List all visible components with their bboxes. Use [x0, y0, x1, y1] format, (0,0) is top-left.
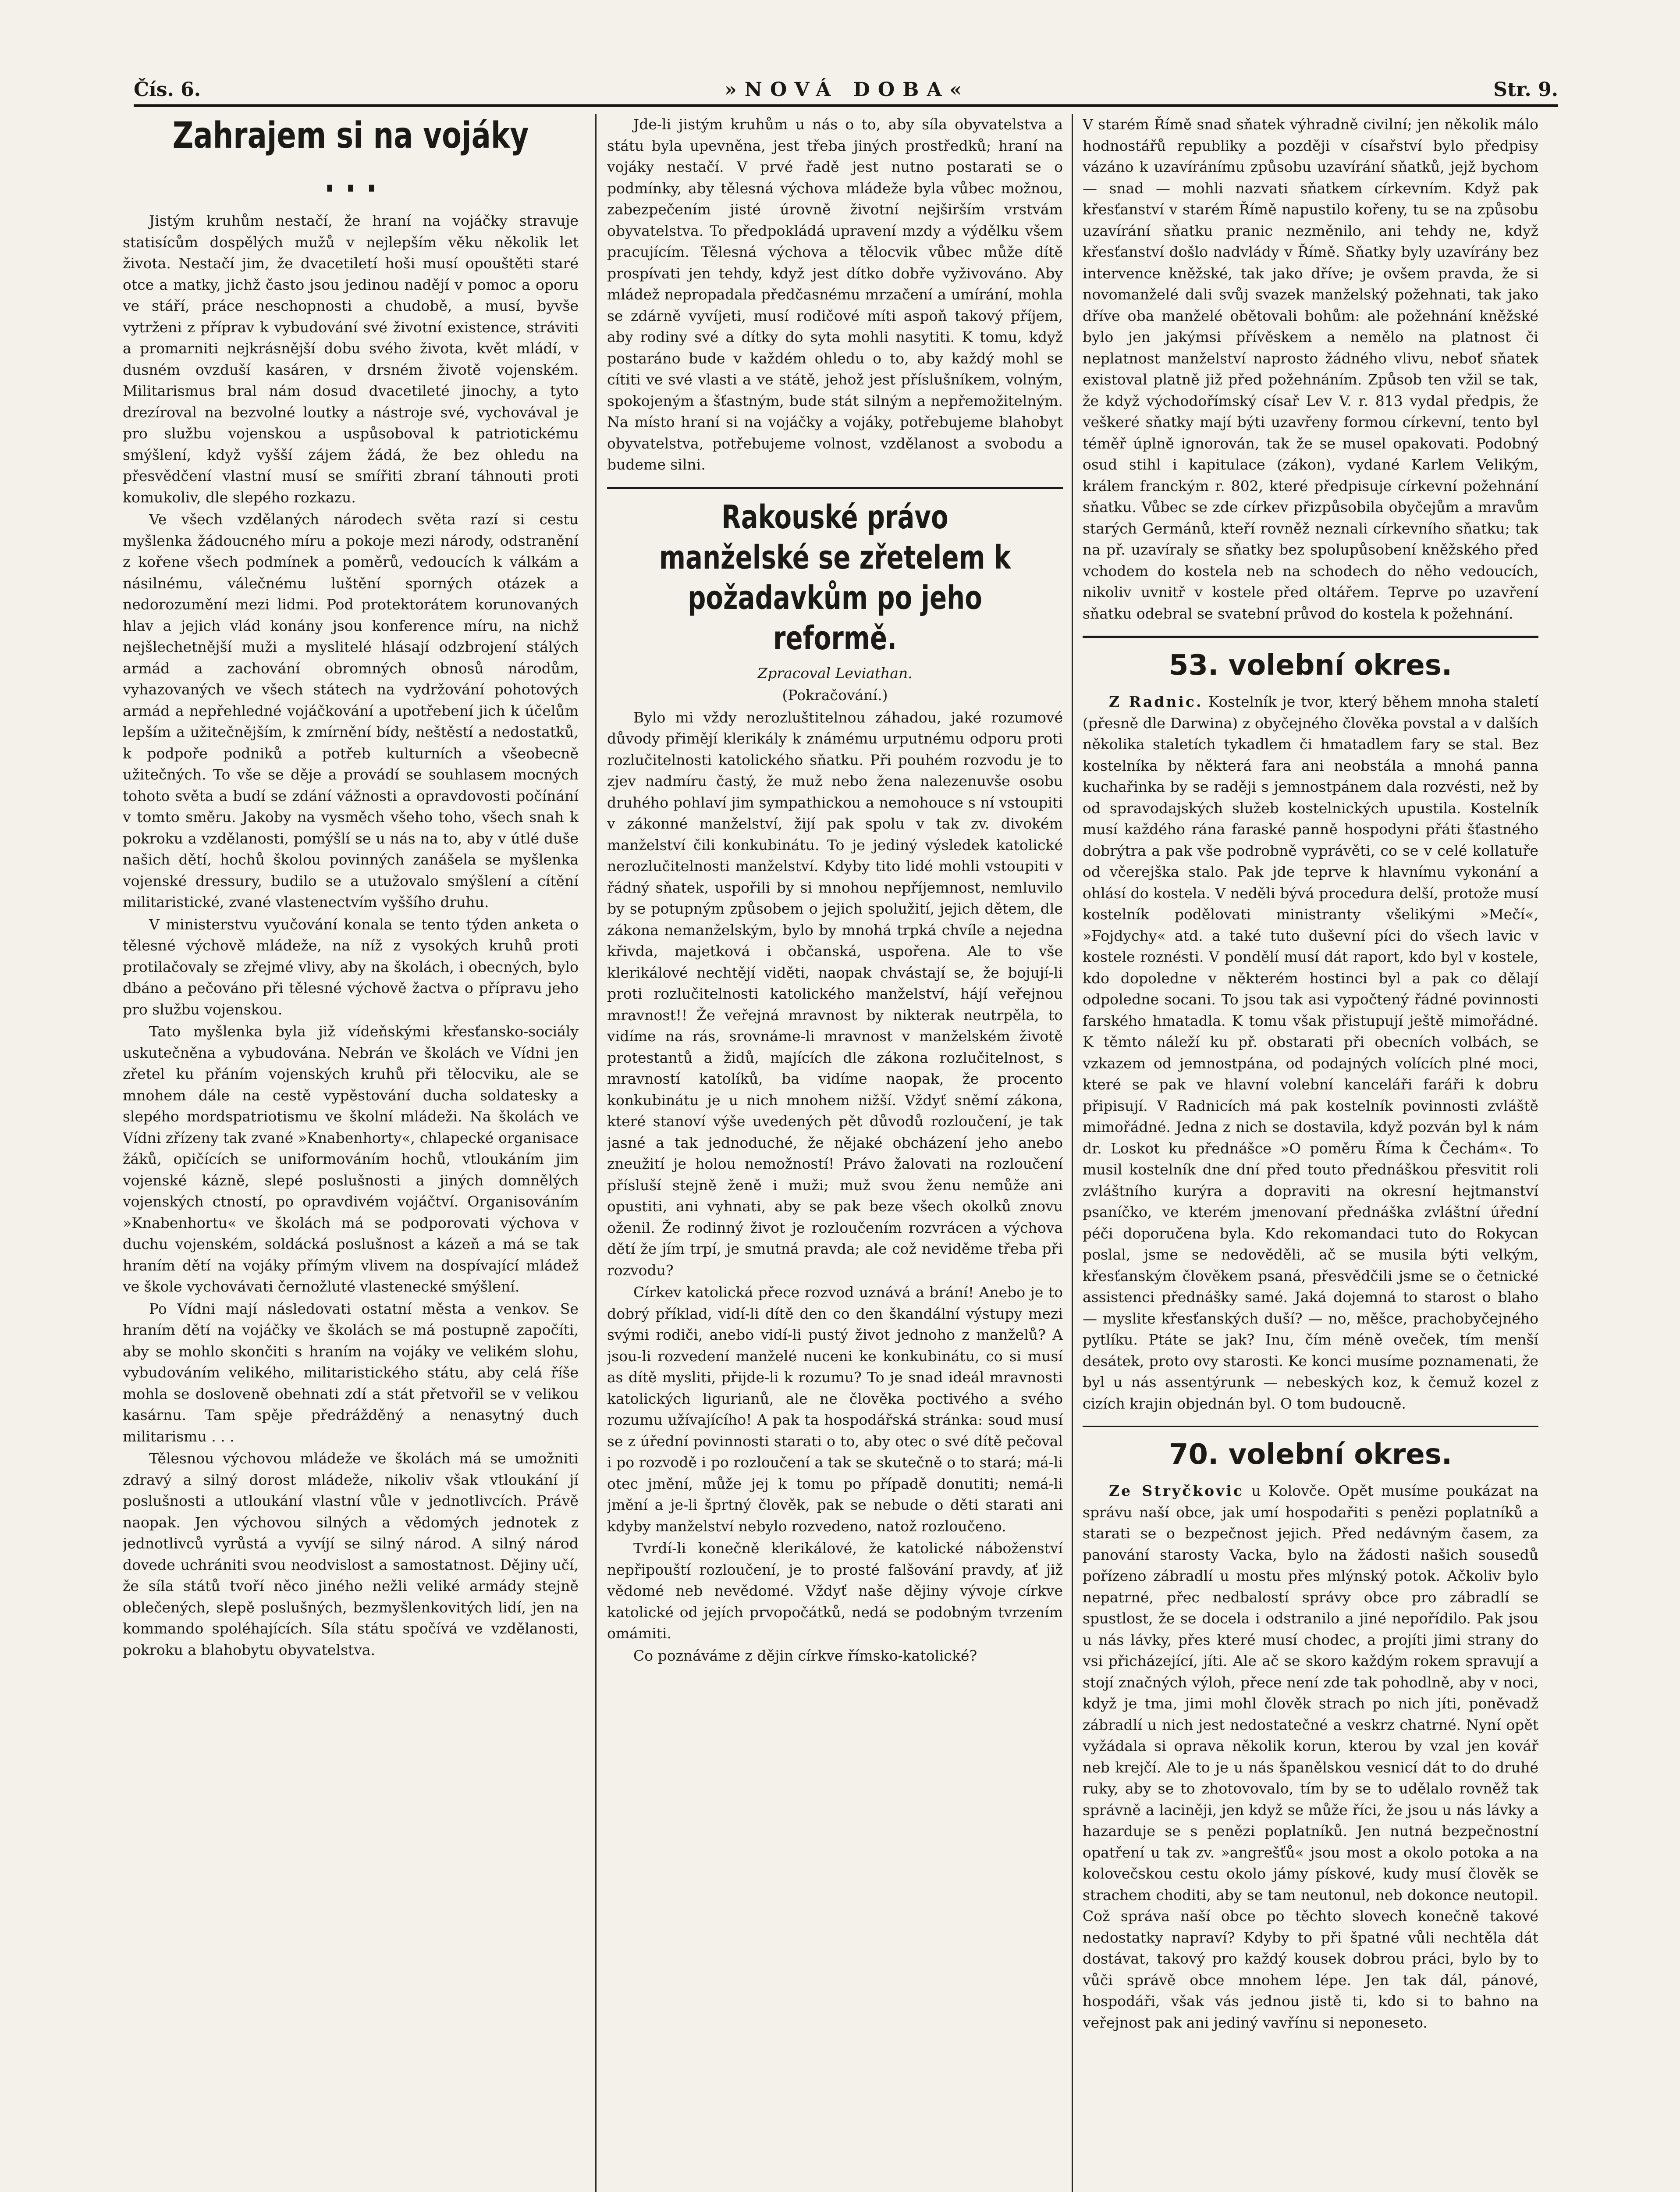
district-report	[1083, 1480, 1538, 2033]
article-headline: Rakouské právo manželské se zřetelem k požadavkům po jeho reformě.	[659, 498, 1011, 657]
newspaper-title: »NOVÁ DOBA«	[725, 78, 970, 101]
article-paragraph: Co poznáváme z dějin církve římsko-katolické?	[633, 1647, 977, 1664]
article-byline: Zpracoval Leviathan.	[757, 664, 913, 682]
article-paragraph: V starém Římě snad sňatek výhradně civilní; jen několik málo hodnostářů republiky a později v císařství bylo předpisy vázáno k uzavíránímu způsobu uzavírání sňatků, jejž bychom — snad — mohli nazvati sňatkem církevním. Když pak křesťanství v starém Římě napustilo kořeny, tu se na způsobu uzavírání sňatku pranic nezměnilo, ani tehdy ne, když křesťanství došlo nadvlády v Římě. Sňatky byly uzavírány bez intervence kněžské, tak jako dříve; je ovšem pravda, že si novomanželé dali svůj svazek manželský požehnati, tak jako dříve oba manželé obětovali bohům: ale požehnání kněžské bylo jen jakýmsi přívěskem a nemělo na platnost či neplatnost manželství naprosto žádného vlivu, neboť sňatek existoval platně již před požehnáním. Způsob ten vžil se tak, že když východořímský císař Lev V. r. 813 vydal předpis, že veškeré sňatky mají býti uzavřeny formou církevní, tento byl téměř úplně ignorován, tak že se musel opakovati. Podobný osud stihl i kapitulace (zákon), vydané Karlem Velikým, králem franckým r. 802, které předpisuje církevní požehnání sňatku. Vůbec se zde církev přizpůsobila obyčejům a mravům starých Germánů, kteří rovněž neznali církevního sňatku; tak na př. uzavíraly se sňatky bez spolupůsobení kněžského před vchodem do kostela neb na schodech do něho vedoucích, nikoliv uvnitř v kostele před oltářem. Teprve po uzavření sňatku odebral se svatební průvod do kostela k požehnání.	[1083, 116, 1538, 622]
district-report	[1083, 691, 1538, 1414]
report-place: Z Radnic.	[1109, 693, 1203, 710]
column-2	[607, 114, 1063, 2192]
article-paragraph: Tělesnou výchovou mládeže ve školách má se umožniti zdravý a silný dorost mládeže, nikoliv však vtloukání jí poslušnosti a utloukání vlastní vůle v jednotlivcích. Právě naopak. Jen výchovou silných a vědomých jednotek z jednotlivců vyrůstá a vyvíjí se silný národ. A silný národ dovede uchrániti svou neodvislost a samostatnost. Dějiny učí, že síla států tvoří něco jiného nežli veliké armády stejně oblečených, slepě poslušných, bezmyšlenkovitých lidí, jen na kommando spoléhajících. Síla státu spočívá ve vzdělanosti, pokroku a blahobytu obyvatelstva.	[123, 1450, 579, 1658]
report-text: u Kolovče. Opět musíme poukázat na správu naší obce, jak umí hospodařiti s penězi poplatníků a starati se o bezpečnost jejich. Před nedávným časem, za panování starosty Vacka, bylo na žádosti našich sousedů pořízeno zábradlí u mostu přes mlýnský potok. Ačkoliv bylo nepatrné, přec nedbalostí správy obce pro zábradlí se spustlost, že se docela i odstranilo a jiné nepořídilo. Pak jsou u nás lávky, přes které musí chodec, a projíti jimi strany do vsi přicházející, jíti. Ale ač se skoro každým rokem spravují a stojí značných výloh, přece není zde tak pohodlně, aby v noci, když je tma, jimi mohl člověk strach po nich jíti, poněvadž zábradlí u nich jest nedostatečné a veskrz chatrné. Nyní opět vyžádala si oprava několik korun, kterou by vzal jen kovář neb krejčí. Ale to je u nás španělskou vesnicí dát to do druhé ruky, aby se to zhotovovalo, tím by se to udělalo rovněž tak správně a laciněji, jen když se může říci, že jsou u nás lávky a hazarduje se s penězi poplatníků. Jen nutná bezpečnostní opatření u tak zv. »angrešťů« jsou most a okolo potoka a na kolovečskou cestu okolo jámy pískové, kudy musí člověk se strachem choditi, aby se tam neutonul, neb dokonce neutopil. Což správa naší obce po těchto slovech konečně takové nedostatky napraví? Kdyby to při špatné vůli nechtěla dát dostávat, takový pro každý kousek dobrou práci, bylo by to vůči správě obce mnohem lépe. Jen tak dál, pánové, hospodáři, však vás jednou jistě ti, kdo si to bahno na veřejnost pak ani jediný vavřínu si neponeseto.	[1083, 1482, 1538, 2031]
article-paragraph: Tato myšlenka byla již vídeňskými křesťansko-sociály uskutečněna a vybudována. Nebrán ve školách ve Vídni jen zřetel ku přáním vojenských kruhů při tělocviku, ale se mnohem dále na cestě vypěstování ducha soldatesky a slepého mordspatriotismu ve školní mládeži. Na školách ve Vídni zřízeny tak zvané »Knabenhorty«, chlapecké organisace žáků, opičících se uniformováním hochů, vtloukáním jim vojenské kázně, slepé poslušnosti a jiných domnělých vojenských ctností, po opravdivém vojáčtví. Organisováním »Knabenhortu« ve školách má se podporovati výchova v duchu vojenském, soldácká poslušnost a kázeň a má se tak hraním dětí na vojáky přímým vlivem na dospívající mládež ve škole vychovávati černožluté vlastenecké smýšlení.	[123, 1023, 579, 1295]
article-paragraph: Ve všech vzdělaných národech světa razí si cestu myšlenka žádoucného míru a pokoje mezi národy, odstranění z kořene všech podmínek a poměrů, vedoucích k válkám a násilnému, válečnému luštění sporných otázek a nedorozumění mezi lidmi. Pod protektorátem korunovaných hlav a jejich vlád konány jsou konference míru, na nichž nejšlechetnější muži a myslitelé hlásají odzbrojení stálých armád a zachování obromných obnosů národům, vyhazovaných ve všech státech na vydržování pohotových armád a nepřehledné vojáčkování a upotřebení jich k účelům lepším a užitečnějším, k zmírnění bídy, neštěstí a nedostatků, k podpoře podniků a potřeb kulturních a všeobecně užitečných. To vše se děje a provádí se souhlasem mocných tohoto světa a budí se zdání vážnosti a opravdovosti počínání v tomto směru. Jakoby na vysměch všeho toho, všech snah k pokroku a vzdělanosti, pomýšlí se u nás na to, aby v útlé duše našich dětí, hochů školou povinných zanášela se myšlenka vojenské dressury, budilo se a utužovalo smýšlení a cítění militaristické, zvané vlastenectvím vyššího druhu.	[123, 511, 579, 911]
masthead	[134, 66, 1558, 107]
column-divider	[1072, 114, 1073, 2192]
page-number: Str. 9.	[1493, 78, 1558, 101]
article-paragraph: Jistým kruhům nestačí, že hraní na vojáčky stravuje statisícům dospělých mužů v nejlepším věku několik let života. Nestačí jim, že dvacetiletí hoši musí opouštěti staré otce a matky, jichž často jsou jedinou nadějí v pomoc a oporu ve stáří, práce neschopnosti a chudobě, a musí, byvše vytrženi z příprav k vybudování své životní existence, stráviti a promarniti nejkrásnější dobu svého života, květ mládí, v dusném ovzduší kasáren, v drsném životě vojenském. Militarismus bral nám dosud dvacetileté jinochy, a tyto drezíroval na bezvolné loutky a nástroje své, vychovával je pro službu vojenskou a uspůsoboval k patriotickému smýšlení, když vyšší zájem žádá, že bez ohledu na přesvědčení vlastní musí se smířiti zbraní táhnouti proti komukoliv, dle slepého rozkazu.	[123, 212, 579, 506]
column-1	[123, 114, 579, 2192]
section-rule	[1083, 636, 1538, 638]
district-heading: 53. volební okres.	[1169, 649, 1453, 682]
issue-number: Čís. 6.	[134, 78, 201, 101]
article-paragraph: Církev katolická přece rozvod uznává a brání! Anebo je to dobrý příklad, vidí-li dítě den co den škandální výstupy mezi svými rodiči, anebo vidí-li pustý život jednoho z manželů? A jsou-li rozvedení manželé nuceni ke konkubinátu, co si musí as dítě mysliti, přijde-li k rozumu? To je snad ideál mravnosti katolických ligurianů, ale ne člověka poctivého a svého rozumu užívajícího! A pak ta hospodářská stránka: soud musí se z úřední povinnosti starati o to, aby otec o své dítě pečoval i po rozvodě i po rozloučení a tak se skutečně o to stará; má-li otec jmění, může jej k tomu po případě donutiti; nemá-li jmění a je-li šprtný člověk, pak se nebude o děti starati ani kdyby manželství nebylo rozvedeno, natož rozloučeno.	[607, 1284, 1063, 1535]
report-place: Ze Stryčkovic	[1109, 1482, 1244, 1499]
article-paragraph: Po Vídni mají následovati ostatní města a venkov. Se hraním dětí na vojáčky ve školách se má postupně započíti, aby se mohlo skončiti s hraním na vojáky ve velikém slohu, vybudováním velikého, militaristického státu, aby celá říše mohla se dosloveně obehnati zdí a stát přetvořil se v velikou kasárnu. Tam spěje předrážděný a nenasytný duch militarismu . . .	[123, 1300, 579, 1445]
section-rule	[607, 487, 1063, 489]
report-text: Kostelník je tvor, který během mnoha staletí (přesně dle Darwina) z obyčejného člověka povstal a v dalších několika staletích tykadlem či hmatadlem fary se stal. Bez kostelníka by některá fara ani neobstála a mnohá panna kuchařinka by se raději s jemnostpánem dala rozvésti, než by od spravodajských služeb kostelnických upustila. Kostelník musí každého rána faraské panně hospodyni přáti šťastného dobrýtra a pak vše podrobně vyprávěti, co se v celé kollatuře od včerejška stalo. Pak jde teprve k hlavnímu vykonání a ohlásí do kostela. V neděli bývá procedura delší, protože musí kostelník podělovati ministranty všelikými »Mečí«, »Fojdychy« atd. a také tuto duševní píci do všech lavic v kostele roznésti. V pondělí musí dát raport, kdo byl v kostele, kdo dopoledne v některém hostinci byl a pak co dělají odpoledne socani. To jsou tak asi vypočtený řádné povinnosti farského hmatadla. K tomu však přistupují ještě mimořádné. K těmto náleží ku př. obstarati při obecních volbách, se vzkazem od jemnostpána, od podajných volících plné moci, které se pak ve hlavní volební kanceláři faráři k dobru připisují. V Radnicích má pak kostelník povinnosti zvláště mimořádné. Jedna z nich se dostavila, když pozván byl k nám dr. Loskot ku přednášce »O poměru Říma k Čechám«. To musil kostelník dne dní před touto přednáškou přesvitit roli zvláštního kurýra a dopraviti na okresní hejtmanství psaníčko, ve kterém jmenovaní přednáška zvláštní úřední péči doporučena byla. Kdo rekomandaci tuto do Rokycan poslal, jsme se nedověděli, ač se musila býti velkým, křesťanským člověkem psaná, přesvědčili jsme se o četnické assistenci přednášky samé. Jaká dojemná to starost o blaho — myslite křesťanských duší? — no, měšce, prachobyčejného pytlíku. Ptáte se jak? Inu, čím méně oveček, tím menší desátek, proto ovy starosti. Ke konci musíme poznamenati, že byl u nás assentýrunk — nebeských koz, k čemuž kozel z cizích krajin objednán byl. O tom budoucně.	[1083, 693, 1538, 1412]
article-headline: Zahrajem si na vojáky . . .	[172, 115, 529, 200]
column-divider	[595, 114, 597, 2192]
article-paragraph: Jde-li jistým kruhům u nás o to, aby síla obyvatelstva a státu byla upevněna, jest třeba jiných prostředků; hraní na vojáky nestačí. V prvé řadě jest nutno postarati se o podmínky, aby tělesná výchova mládeže byla vůbec možnou, zabezpečením jisté úrovně životní nejširším vrstvám obyvatelstva. To předpokládá upravení mzdy a výdělku všem pracujícím. Tělesná výchova a tělocvik vůbec může dítě prospívati jen tehdy, když jest dítko dobře vyživováno. Aby mládež nepropadala předčasnému mrzačení a umírání, mohla se zdárně vyvíjeti, musí rodičové míti aspoň takový příjem, aby rodiny své a dítky do syta mohli nasytiti. K tomu, když postaráno bude v každém ohledu o to, aby každý mohl se cítiti ve své vlasti a ve státě, jehož jest příslušníkem, volným, spokojeným a šťastným, bude stát silným a nepřemožitelným. Na místo hraní si na vojáčky a vojáky, potřebujeme blahobyt obyvatelstva, potřebujeme volnost, vzdělanost a svobodu a budeme silni.	[607, 116, 1063, 473]
article-paragraph: V ministerstvu vyučování konala se tento týden anketa o tělesné výchově mládeže, na níž z vysokých kruhů proti protilačovaly se zřejmé vlivy, aby na školách, i obecných, bylo dbáno a pečováno při tělesné výchově žactva o přípravu jeho pro službu vojenskou.	[123, 915, 579, 1018]
district-heading: 70. volební okres.	[1169, 1438, 1453, 1471]
article-continued-note: (Pokračování.)	[782, 687, 888, 704]
section-rule	[1083, 1426, 1538, 1427]
article-paragraph: Bylo mi vždy nerozluštitelnou záhadou, jaké rozumové důvody přimějí klerikály k známému urputnému odporu proti rozlučitelnosti katolického sňatku. Při pouhém rozvodu je to zjev nadmíru častý, že muž nebo žena nalezenuvše osobu druhého pohlaví jim sympathickou a nemohouce s ní vstoupiti v zákonné manželství, žijí pak spolu v tak zv. divokém manželství čili konkubinátu. To je jediný výsledek katolické nerozlučitelnosti manželství. Kdyby tito lidé mohli vstoupiti v řádný sňatek, uspořili by si mnohou nepříjemnost, nemluvilo by se potupným způsobem o jejich spolužití, jejich dětem, dle zákona nemanželským, bylo by mnohá trpká chvíle a nejedna křivda, majetková i občanská, uspořena. Ale to vše klerikálové nechtějí viděti, naopak chvástají se, že bojují-li proti rozlučitelnosti katolického manželství, hájí veřejnou mravnost!! Že veřejná mravnost by nikterak neutrpěla, to vidíme na rás, srovnáme-li mravnost v manželském životě protestantů a židů, majících dle zákona rozlučitelnost, s mravností katolíků, ba vidíme naopak, že procento konkubinátu je u nich mnohem nižší. Vždyť sněmí zákona, které stanoví výše uvedených pět důvodů rozloučení, je tak jasné a tak jednoduché, že nějaké obcházení jeho anebo zneužití je holou nemožností! Právo žalovati na rozloučení přísluší stejně ženě i muži; muž svou ženu nemůže ani opustiti, ani vyhnati, aby se pak beze všech okolků znovu oženil. Že rodinný život je rozloučením rozvrácen a výchova dětí že jím trpí, je smutná pravda; ale což neviděme třeba při rozvodu?	[607, 708, 1063, 1279]
column-3	[1083, 114, 1538, 2192]
article-paragraph: Tvrdí-li konečně klerikálové, že katolické náboženství nepřipouští rozloučení, je to prosté falšování pravdy, ať již vědomé neb nevědomé. Vždyť naše dějiny vývoje církve katolické od jejích prvopočátků, nedá se podobným tvrzením omámiti.	[607, 1540, 1063, 1642]
